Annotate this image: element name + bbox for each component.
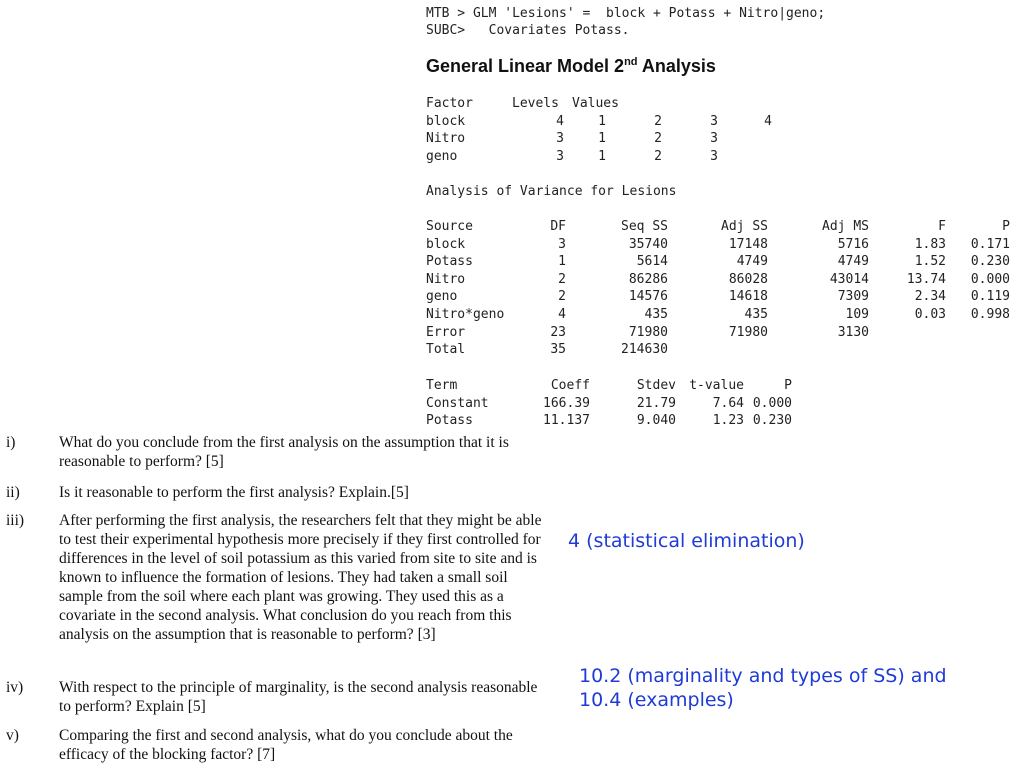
factor-value: 2	[654, 148, 662, 164]
question-text: What do you conclude from the first analysis on the assumption that it is reasonable to perform? [5]	[59, 434, 509, 470]
coefficient-table	[426, 377, 792, 430]
anova-header-df: DF	[550, 219, 566, 234]
anova-cell: 0.119	[970, 289, 1010, 305]
anova-header-seq-ss: Seq SS	[621, 219, 668, 234]
factor-name: Nitro	[426, 131, 466, 147]
note-statistical-elimination: 4 (statistical elimination)	[568, 530, 805, 552]
anova-cell: 2.34	[914, 289, 946, 305]
coef-cell: 0.000	[752, 395, 792, 411]
anova-cell	[869, 341, 946, 359]
factor-value: 1	[598, 113, 606, 129]
anova-cell: 86028	[728, 271, 768, 287]
heading-tail: Analysis	[637, 56, 716, 76]
coef-header-row	[426, 377, 792, 395]
anova-header-row	[426, 218, 1010, 236]
factor-row	[426, 113, 772, 131]
coef-row	[426, 412, 792, 430]
question-number: v)	[6, 727, 19, 744]
anova-row	[426, 306, 1010, 324]
command-line-2: SUBC> Covariates Potass.	[426, 23, 630, 38]
question-text: Is it reasonable to perform the first analysis? Explain.[5]	[59, 484, 409, 501]
coef-cell: 21.79	[636, 395, 676, 411]
factor-value: 3	[710, 148, 718, 164]
note-marginality	[579, 664, 947, 712]
anova-cell: 71980	[728, 324, 768, 340]
factor-value: 4	[764, 113, 772, 129]
coef-cell: 11.137	[543, 413, 590, 429]
anova-cell: 3130	[837, 324, 869, 340]
coef-header-stdev: Stdev	[636, 378, 676, 393]
anova-cell: 214630	[621, 342, 668, 358]
factor-value: 3	[710, 131, 718, 147]
anova-cell: 1	[558, 254, 566, 270]
anova-cell: 0.171	[970, 236, 1010, 252]
anova-cell: 2	[558, 271, 566, 287]
anova-cell: 23	[550, 324, 566, 340]
anova-cell: 14576	[628, 289, 668, 305]
heading-main: General Linear Model 2	[426, 56, 625, 76]
heading-superscript: nd	[624, 56, 638, 68]
factor-value: 2	[654, 131, 662, 147]
factor-header-factor: Factor	[426, 96, 473, 111]
anova-cell	[869, 324, 946, 342]
coef-cell: 9.040	[636, 413, 676, 429]
question-number: ii)	[6, 484, 20, 501]
anova-cell: Potass	[426, 254, 473, 270]
factor-header-row	[426, 95, 772, 113]
anova-cell	[946, 341, 1010, 359]
factor-value	[718, 130, 772, 148]
note-marginality-line-2: 10.4 (examples)	[579, 689, 734, 711]
factor-name: geno	[426, 148, 458, 164]
anova-cell	[946, 324, 1010, 342]
anova-cell: 4749	[736, 254, 768, 270]
coef-cell: 7.64	[712, 395, 744, 411]
anova-cell: 35	[550, 342, 566, 358]
anova-table	[426, 218, 1010, 359]
anova-cell: 0.998	[970, 306, 1010, 322]
factor-value: 3	[710, 113, 718, 129]
anova-row	[426, 288, 1010, 306]
factor-name: block	[426, 113, 466, 129]
question-number: i)	[6, 434, 16, 451]
anova-header-source: Source	[426, 219, 473, 234]
factor-levels: 4	[556, 113, 564, 129]
anova-cell: 14618	[728, 289, 768, 305]
coef-header-coeff: Coeff	[550, 378, 590, 393]
factor-value: 2	[654, 113, 662, 129]
anova-title: Analysis of Variance for Lesions	[426, 184, 677, 199]
coef-header-t-value: t-value	[689, 378, 744, 393]
anova-cell: 7309	[837, 289, 869, 305]
anova-cell: 17148	[728, 236, 768, 252]
anova-cell: 4749	[837, 254, 869, 270]
anova-cell: 5716	[837, 236, 869, 252]
anova-cell: 109	[845, 306, 869, 322]
anova-row	[426, 324, 1010, 342]
question-text: After performing the first analysis, the researchers felt that they might be able to test their experimental hypothesis more precisely if they first controlled for differences in the level of soil potassium as this varied from site to site and is known to influence the formation of lesions. They had taken a small soil sample from the soil where each plant was growing. They used this as a covariate in the second analysis. What conclusion do you reach from this analysis on the assumption that is reasonable to perform? [3]	[59, 512, 542, 643]
coef-header-term: Term	[426, 378, 458, 393]
anova-row	[426, 236, 1010, 254]
anova-header-f: F	[938, 219, 946, 234]
anova-cell	[668, 341, 768, 359]
anova-cell: 2	[558, 289, 566, 305]
anova-cell: 0.000	[970, 271, 1010, 287]
anova-cell: 0.230	[970, 254, 1010, 270]
anova-row	[426, 271, 1010, 289]
anova-cell: block	[426, 236, 466, 252]
factor-levels: 3	[556, 148, 564, 164]
command-line-1: MTB > GLM 'Lesions' = block + Potass + Nitro|geno;	[426, 6, 826, 21]
anova-cell: Nitro*geno	[426, 306, 505, 322]
coef-cell: 1.23	[712, 413, 744, 429]
factor-header-levels: Levels	[512, 96, 559, 111]
anova-cell: 435	[644, 306, 668, 322]
anova-cell: 1.52	[914, 254, 946, 270]
anova-cell: Total	[426, 342, 466, 358]
anova-cell: 5614	[636, 254, 668, 270]
anova-cell: 435	[744, 306, 768, 322]
anova-cell: 43014	[829, 271, 869, 287]
coef-cell: 0.230	[752, 413, 792, 429]
factor-value: 1	[598, 131, 606, 147]
anova-cell: 86286	[628, 271, 668, 287]
anova-cell: 3	[558, 236, 566, 252]
analysis-heading	[426, 56, 716, 77]
factor-table	[426, 95, 772, 165]
coef-row	[426, 395, 792, 413]
anova-row	[426, 341, 1010, 359]
factor-value: 1	[598, 148, 606, 164]
anova-cell: 35740	[628, 236, 668, 252]
note-marginality-line-1: 10.2 (marginality and types of SS) and	[579, 665, 947, 687]
anova-cell: 0.03	[914, 306, 946, 322]
factor-header-values: Values	[572, 96, 619, 111]
coef-cell: Constant	[426, 395, 489, 411]
anova-cell: 4	[558, 306, 566, 322]
coef-header-p: P	[784, 378, 792, 393]
anova-cell: 71980	[628, 324, 668, 340]
question-number: iii)	[6, 512, 25, 529]
question-number: iv)	[6, 679, 24, 696]
anova-header-adj-ss: Adj SS	[721, 219, 768, 234]
question-text: With respect to the principle of marginality, is the second analysis reasonable to perform? Explain [5]	[59, 679, 538, 715]
anova-row	[426, 253, 1010, 271]
factor-row	[426, 148, 772, 166]
coef-cell: 166.39	[543, 395, 590, 411]
anova-cell: 13.74	[906, 271, 946, 287]
anova-cell: Nitro	[426, 271, 466, 287]
coef-cell: Potass	[426, 413, 473, 429]
factor-levels: 3	[556, 131, 564, 147]
anova-cell: geno	[426, 289, 458, 305]
anova-cell	[768, 341, 869, 359]
anova-cell: 1.83	[914, 236, 946, 252]
factor-row	[426, 130, 772, 148]
question-text: Comparing the first and second analysis, what do you conclude about the efficacy of the blocking factor? [7]	[59, 727, 513, 763]
anova-header-adj-ms: Adj MS	[822, 219, 869, 234]
anova-header-p: P	[1002, 219, 1010, 234]
factor-value	[718, 148, 772, 166]
anova-cell: Error	[426, 324, 466, 340]
